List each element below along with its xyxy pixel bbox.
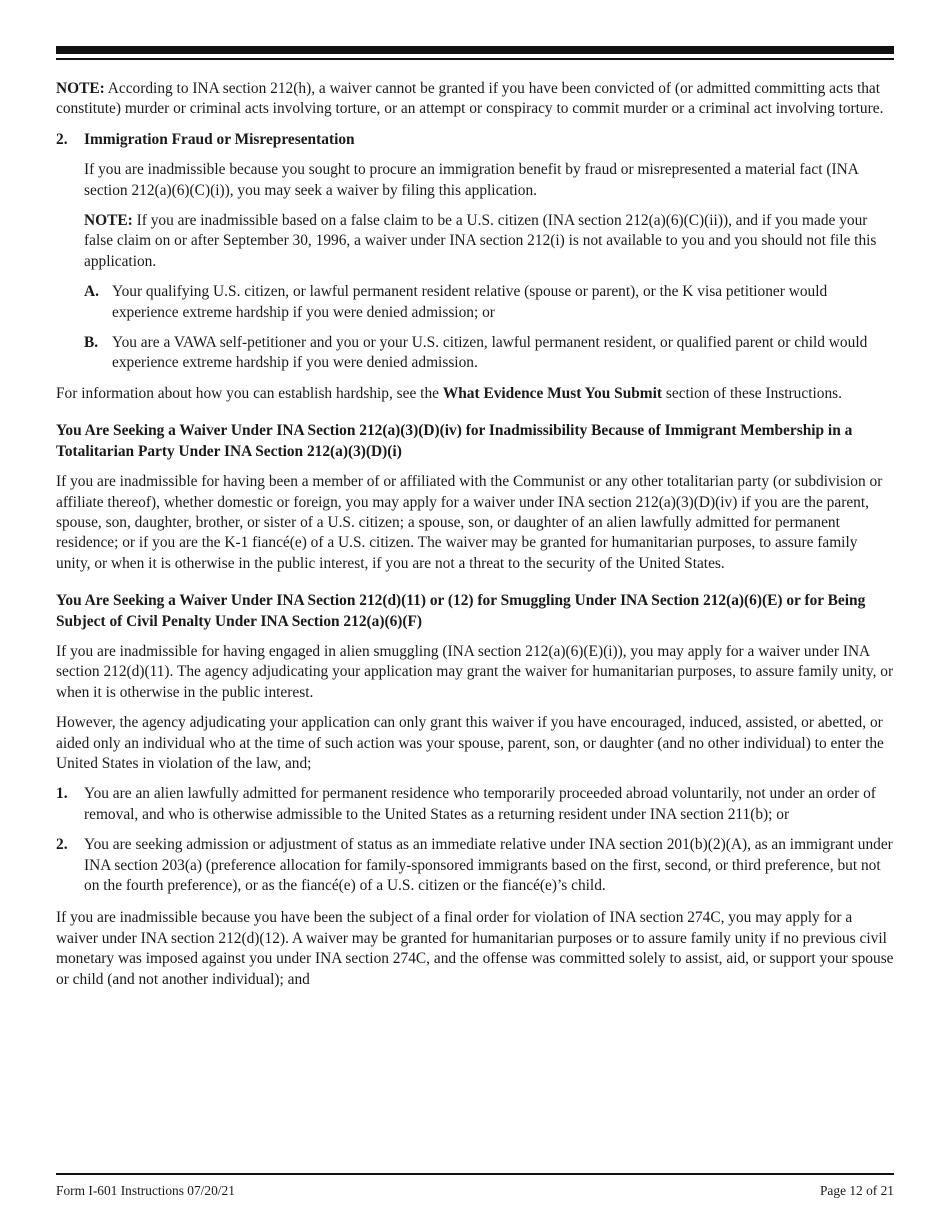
numbered-item-2 — [56, 835, 894, 896]
section-2-heading — [56, 130, 894, 150]
list-item-a-letter: A. — [84, 283, 99, 301]
hardship-link-text: What Evidence Must You Submit — [442, 384, 663, 402]
numbered-item-2-text: You are seeking admission or adjustment of status as an immediate relative under INA section 201(b)(2)(A), as an immigrant under INA section 203(a) (preference allocation for family-sponsored immigrants based on the first, second, or third preference, but not on the fourth preference), or as the fiancé(e) of a U.S. citizen or the fiancé(e)’s child. — [84, 836, 893, 894]
header-thick-rule — [56, 46, 894, 54]
note-label: NOTE: — [56, 80, 105, 97]
section-2-note-text: If you are inadmissible based on a false claim to be a U.S. citizen (INA section 212(a)(6)(C)(ii)), and if you made your false claim on or after September 30, 1996, a waiver under INA section 212(i) is not available to you and you should not file this application. — [84, 212, 877, 270]
note-text: According to INA section 212(h), a waiver cannot be granted if you have been convicted of (or admitted committing acts that constitute) murder or criminal acts involving torture, or an attempt or conspiracy to commit murder or a criminal act involving torture. — [56, 80, 884, 118]
footer-page-number: Page 12 of 21 — [819, 1183, 894, 1198]
list-item-a — [84, 282, 894, 323]
page-footer — [56, 1183, 894, 1199]
list-item-b-letter: B. — [84, 334, 99, 352]
smuggling-paragraph-2: However, the agency adjudicating your application can only grant this waiver if you have encouraged, induced, assisted, or abetted, or aided only an individual who at the time of such action was your spouse, parent, son, or daughter (and no other individual) to enter the United States in violation of the law, and; — [56, 714, 884, 772]
footer-rule — [56, 1173, 894, 1175]
section-2-number: 2. — [56, 130, 68, 148]
footer-form-id: Form I-601 Instructions 07/20/21 — [56, 1183, 235, 1198]
numbered-item-1-number: 1. — [56, 785, 68, 803]
hardship-paragraph — [56, 384, 894, 404]
totalitarian-heading: You Are Seeking a Waiver Under INA Section 212(a)(3)(D)(iv) for Inadmissibility Because of Immigrant Membership in a Totalitarian Party Under INA Section 212(a)(3)(D)(i) — [56, 422, 853, 460]
section-2-note — [84, 211, 894, 272]
smuggling-paragraph-3: If you are inadmissible because you have been the subject of a final order for violation of INA section 274C, you may apply for a waiver under INA section 212(d)(12). A waiver may be granted for humanitarian purposes or to assure family unity if no previous civil monetary was imposed against you under INA section 274C, and the offense was committed solely to assist, aid, or support your spouse or child (and not another individual); and — [56, 909, 894, 988]
smuggling-paragraph-1: If you are inadmissible for having engaged in alien smuggling (INA section 212(a)(6)(E)(i)), you may apply for a waiver under INA section 212(d)(11). The agency adjudicating your application may grant the waiver for humanitarian purposes, to assure family unity, or when it is otherwise in the public interest. — [56, 642, 894, 701]
numbered-item-2-number: 2. — [56, 836, 68, 854]
smuggling-heading: You Are Seeking a Waiver Under INA Section 212(d)(11) or (12) for Smuggling Under INA Section 212(a)(6)(E) or for Being Subject of Civil Penalty Under INA Section 212(a)(6)(F) — [56, 592, 866, 630]
section-2-note-label: NOTE: — [84, 212, 133, 230]
note-paragraph — [56, 79, 894, 120]
section-2-title: Immigration Fraud or Misrepresentation — [84, 130, 355, 148]
header-thin-rule — [56, 58, 894, 60]
section-2-paragraph: If you are inadmissible because you sought to procure an immigration benefit by fraud or misrepresented a material fact (INA section 212(a)(6)(C)(i)), you may seek a waiver by filing this application. — [84, 161, 858, 199]
numbered-item-1 — [56, 784, 894, 825]
list-item-b — [84, 333, 894, 374]
numbered-item-1-text: You are an alien lawfully admitted for permanent residence who temporarily proceeded abroad voluntarily, not under an order of removal, and who is otherwise admissible to the United States as a returning resident under INA section 211(b); or — [84, 785, 876, 823]
totalitarian-paragraph: If you are inadmissible for having been a member of or affiliated with the Communist or any other totalitarian party (or subdivision or affiliate thereof), whether domestic or foreign, you may apply for a waiver under INA section 212(a)(3)(D)(iv) if you are the parent, spouse, son, daughter, brother, or sister of a U.S. citizen; a spouse, son, or daughter of an alien lawfully admitted for permanent residence; or if you are the K-1 fiancé(e) of a U.S. citizen. The waiver may be granted for humanitarian purposes, to assure family unity, or when it is otherwise in the public interest, if you are not a threat to the security of the United States. — [56, 473, 883, 572]
list-item-b-text: You are a VAWA self-petitioner and you or your U.S. citizen, lawful permanent resident, or qualified parent or child would experience extreme hardship if you were denied admission. — [112, 334, 868, 372]
hardship-pre: For information about how you can establish hardship, see the — [56, 384, 443, 402]
list-item-a-text: Your qualifying U.S. citizen, or lawful permanent resident relative (spouse or parent), or the K visa petitioner would experience extreme hardship if you were denied admission; or — [112, 283, 828, 321]
page-content — [56, 79, 894, 990]
hardship-post: section of these Instructions. — [662, 384, 842, 402]
